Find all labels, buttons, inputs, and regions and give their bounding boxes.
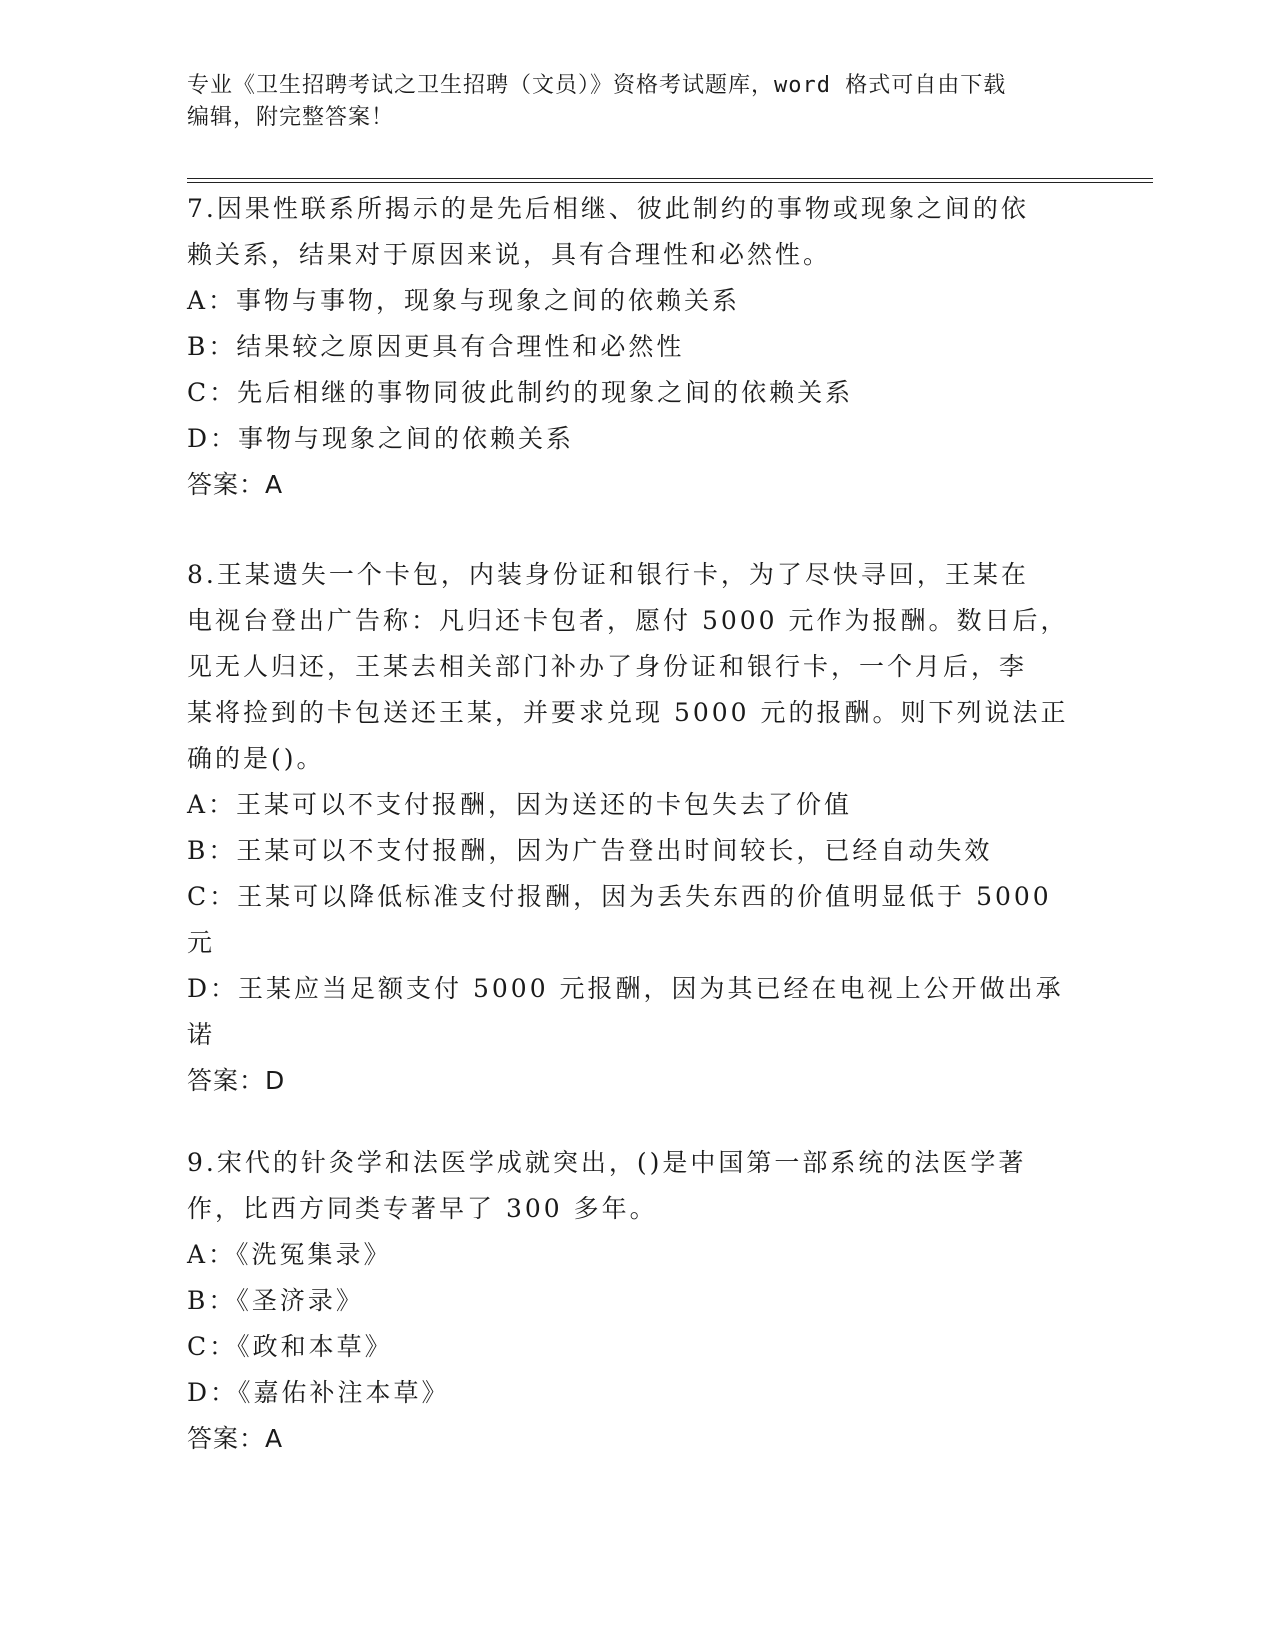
document-header bbox=[187, 70, 1067, 134]
answer-label: 答案：A bbox=[187, 1424, 284, 1453]
header-divider-bottom bbox=[187, 182, 1153, 183]
option-a: A：事物与事物，现象与现象之间的依赖关系 bbox=[187, 286, 741, 315]
option-c: C：先后相继的事物同彼此制约的现象之间的依赖关系 bbox=[187, 378, 854, 407]
question-7 bbox=[187, 186, 1087, 508]
option-d: D：王某应当足额支付 5000 元报酬，因为其已经在电视上公开做出承 bbox=[187, 974, 1064, 1003]
question-stem-line: 作，比西方同类专著早了 300 多年。 bbox=[187, 1194, 658, 1223]
question-stem-line: 赖关系，结果对于原因来说，具有合理性和必然性。 bbox=[187, 240, 832, 269]
question-stem-line: 7.因果性联系所揭示的是先后相继、彼此制约的事物或现象之间的依 bbox=[187, 194, 1029, 223]
option-b: B：《圣济录》 bbox=[187, 1286, 364, 1315]
question-stem-line: 8.王某遗失一个卡包，内装身份证和银行卡，为了尽快寻回，王某在 bbox=[187, 560, 1029, 589]
option-c: C：《政和本草》 bbox=[187, 1332, 393, 1361]
question-stem-line: 确的是()。 bbox=[187, 744, 325, 773]
option-c-continued: 元 bbox=[187, 928, 216, 957]
header-line-2: 编辑，附完整答案！ bbox=[187, 105, 395, 130]
option-b: B：结果较之原因更具有合理性和必然性 bbox=[187, 332, 685, 361]
question-9 bbox=[187, 1140, 1087, 1462]
option-d: D：《嘉佑补注本草》 bbox=[187, 1378, 450, 1407]
question-stem-line: 9.宋代的针灸学和法医学成就突出，()是中国第一部系统的法医学著 bbox=[187, 1148, 1027, 1177]
option-b: B：王某可以不支付报酬，因为广告登出时间较长，已经自动失效 bbox=[187, 836, 993, 865]
question-stem-line: 某将捡到的卡包送还王某，并要求兑现 5000 元的报酬。则下列说法正 bbox=[187, 698, 1069, 727]
option-d-continued: 诺 bbox=[187, 1020, 216, 1049]
question-8 bbox=[187, 552, 1087, 1104]
option-a: A：王某可以不支付报酬，因为送还的卡包失去了价值 bbox=[187, 790, 853, 819]
question-stem-line: 见无人归还，王某去相关部门补办了身份证和银行卡，一个月后，李 bbox=[187, 652, 1028, 681]
option-c: C：王某可以降低标准支付报酬，因为丢失东西的价值明显低于 5000 bbox=[187, 882, 1052, 911]
answer-label: 答案：D bbox=[187, 1066, 286, 1095]
question-stem-line: 电视台登出广告称：凡归还卡包者，愿付 5000 元作为报酬。数日后， bbox=[187, 606, 1069, 635]
option-d: D：事物与现象之间的依赖关系 bbox=[187, 424, 575, 453]
header-line-1: 专业《卫生招聘考试之卫生招聘（文员）》资格考试题库，word 格式可自由下载 bbox=[187, 73, 1007, 98]
answer-label: 答案：A bbox=[187, 470, 284, 499]
option-a: A：《洗冤集录》 bbox=[187, 1240, 392, 1269]
header-divider-top bbox=[187, 178, 1153, 179]
